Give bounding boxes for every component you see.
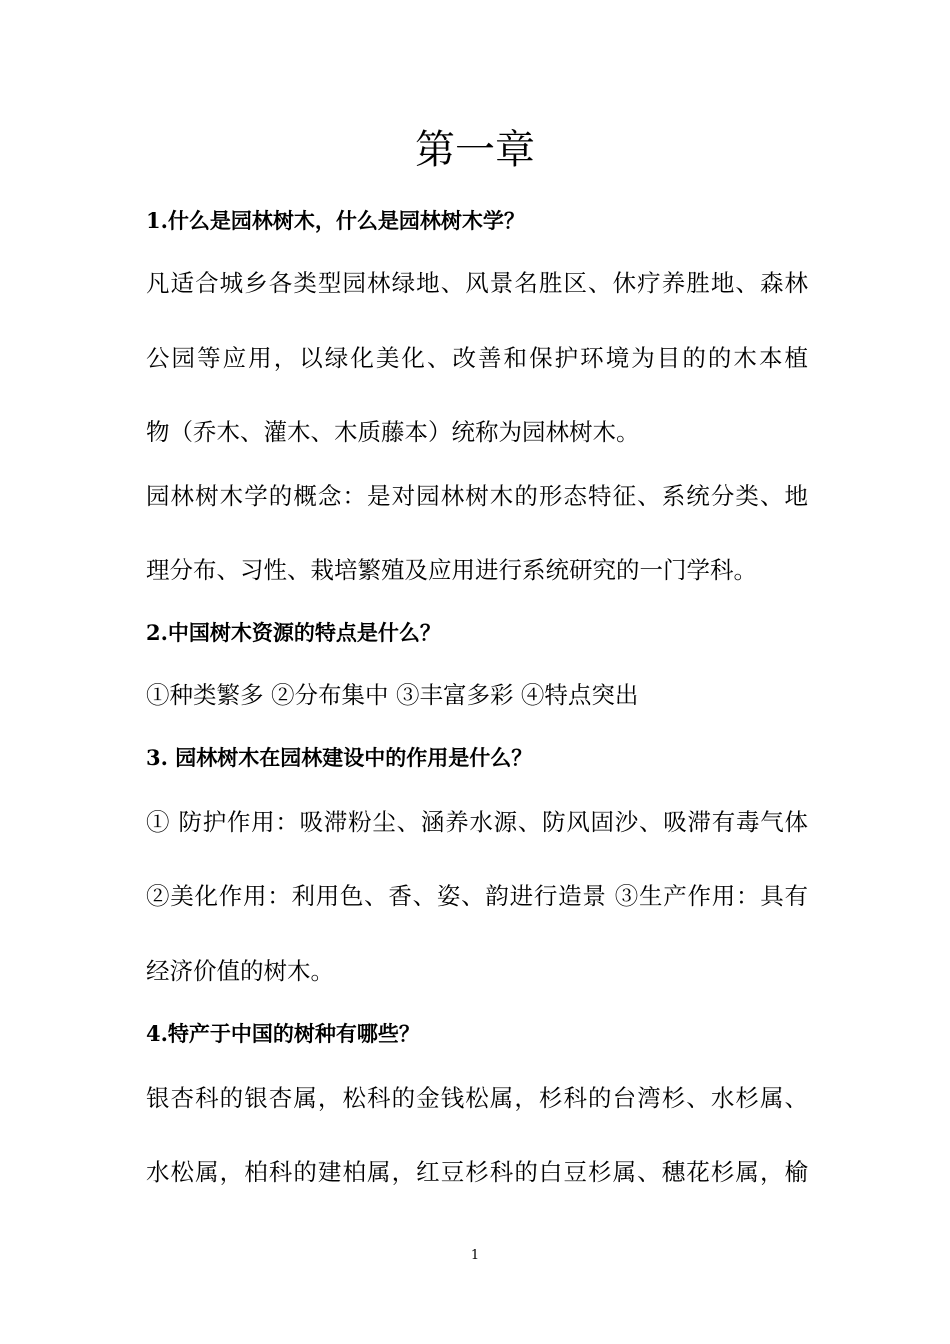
chapter-title: 第一章 [415, 127, 535, 173]
question-4-answer-line: 水松属，柏科的建柏属，红豆杉科的白豆杉属、穗花杉属，榆 [146, 1158, 808, 1186]
question-3-heading: 3. 园林树木在园林建设中的作用是什么？ [146, 745, 533, 770]
question-4-heading: 4.特产于中国的树种有哪些？ [146, 1021, 420, 1046]
question-1-answer-line: 物（乔木、灌木、木质藤本）统称为园林树木。 [146, 418, 640, 446]
question-2-answer-line: ①种类繁多 ②分布集中 ③丰富多彩 ④特点突出 [146, 681, 639, 709]
question-1-heading: 1.什么是园林树木，什么是园林树木学？ [146, 208, 525, 233]
question-3-answer-line: ②美化作用：利用色、香、姿、韵进行造景 ③生产作用：具有 [146, 882, 808, 910]
question-1-concept-line: 园林树木学的概念：是对园林树木的形态特征、系统分类、地 [146, 482, 808, 510]
question-1-answer-line: 公园等应用，以绿化美化、改善和保护环境为目的的木本植 [146, 344, 808, 372]
question-2-heading: 2.中国树木资源的特点是什么？ [146, 620, 441, 645]
question-1-answer-line: 凡适合城乡各类型园林绿地、风景名胜区、休疗养胜地、森林 [146, 269, 808, 297]
question-4-answer-line: 银杏科的银杏属，松科的金钱松属，杉科的台湾杉、水杉属、 [146, 1084, 808, 1112]
question-3-answer-line: ① 防护作用：吸滞粉尘、涵养水源、防风固沙、吸滞有毒气体 [146, 808, 808, 836]
question-1-concept-line: 理分布、习性、栽培繁殖及应用进行系统研究的一门学科。 [146, 556, 757, 584]
page-number: 1 [470, 1248, 480, 1263]
question-3-answer-line: 经济价值的树木。 [146, 957, 334, 985]
